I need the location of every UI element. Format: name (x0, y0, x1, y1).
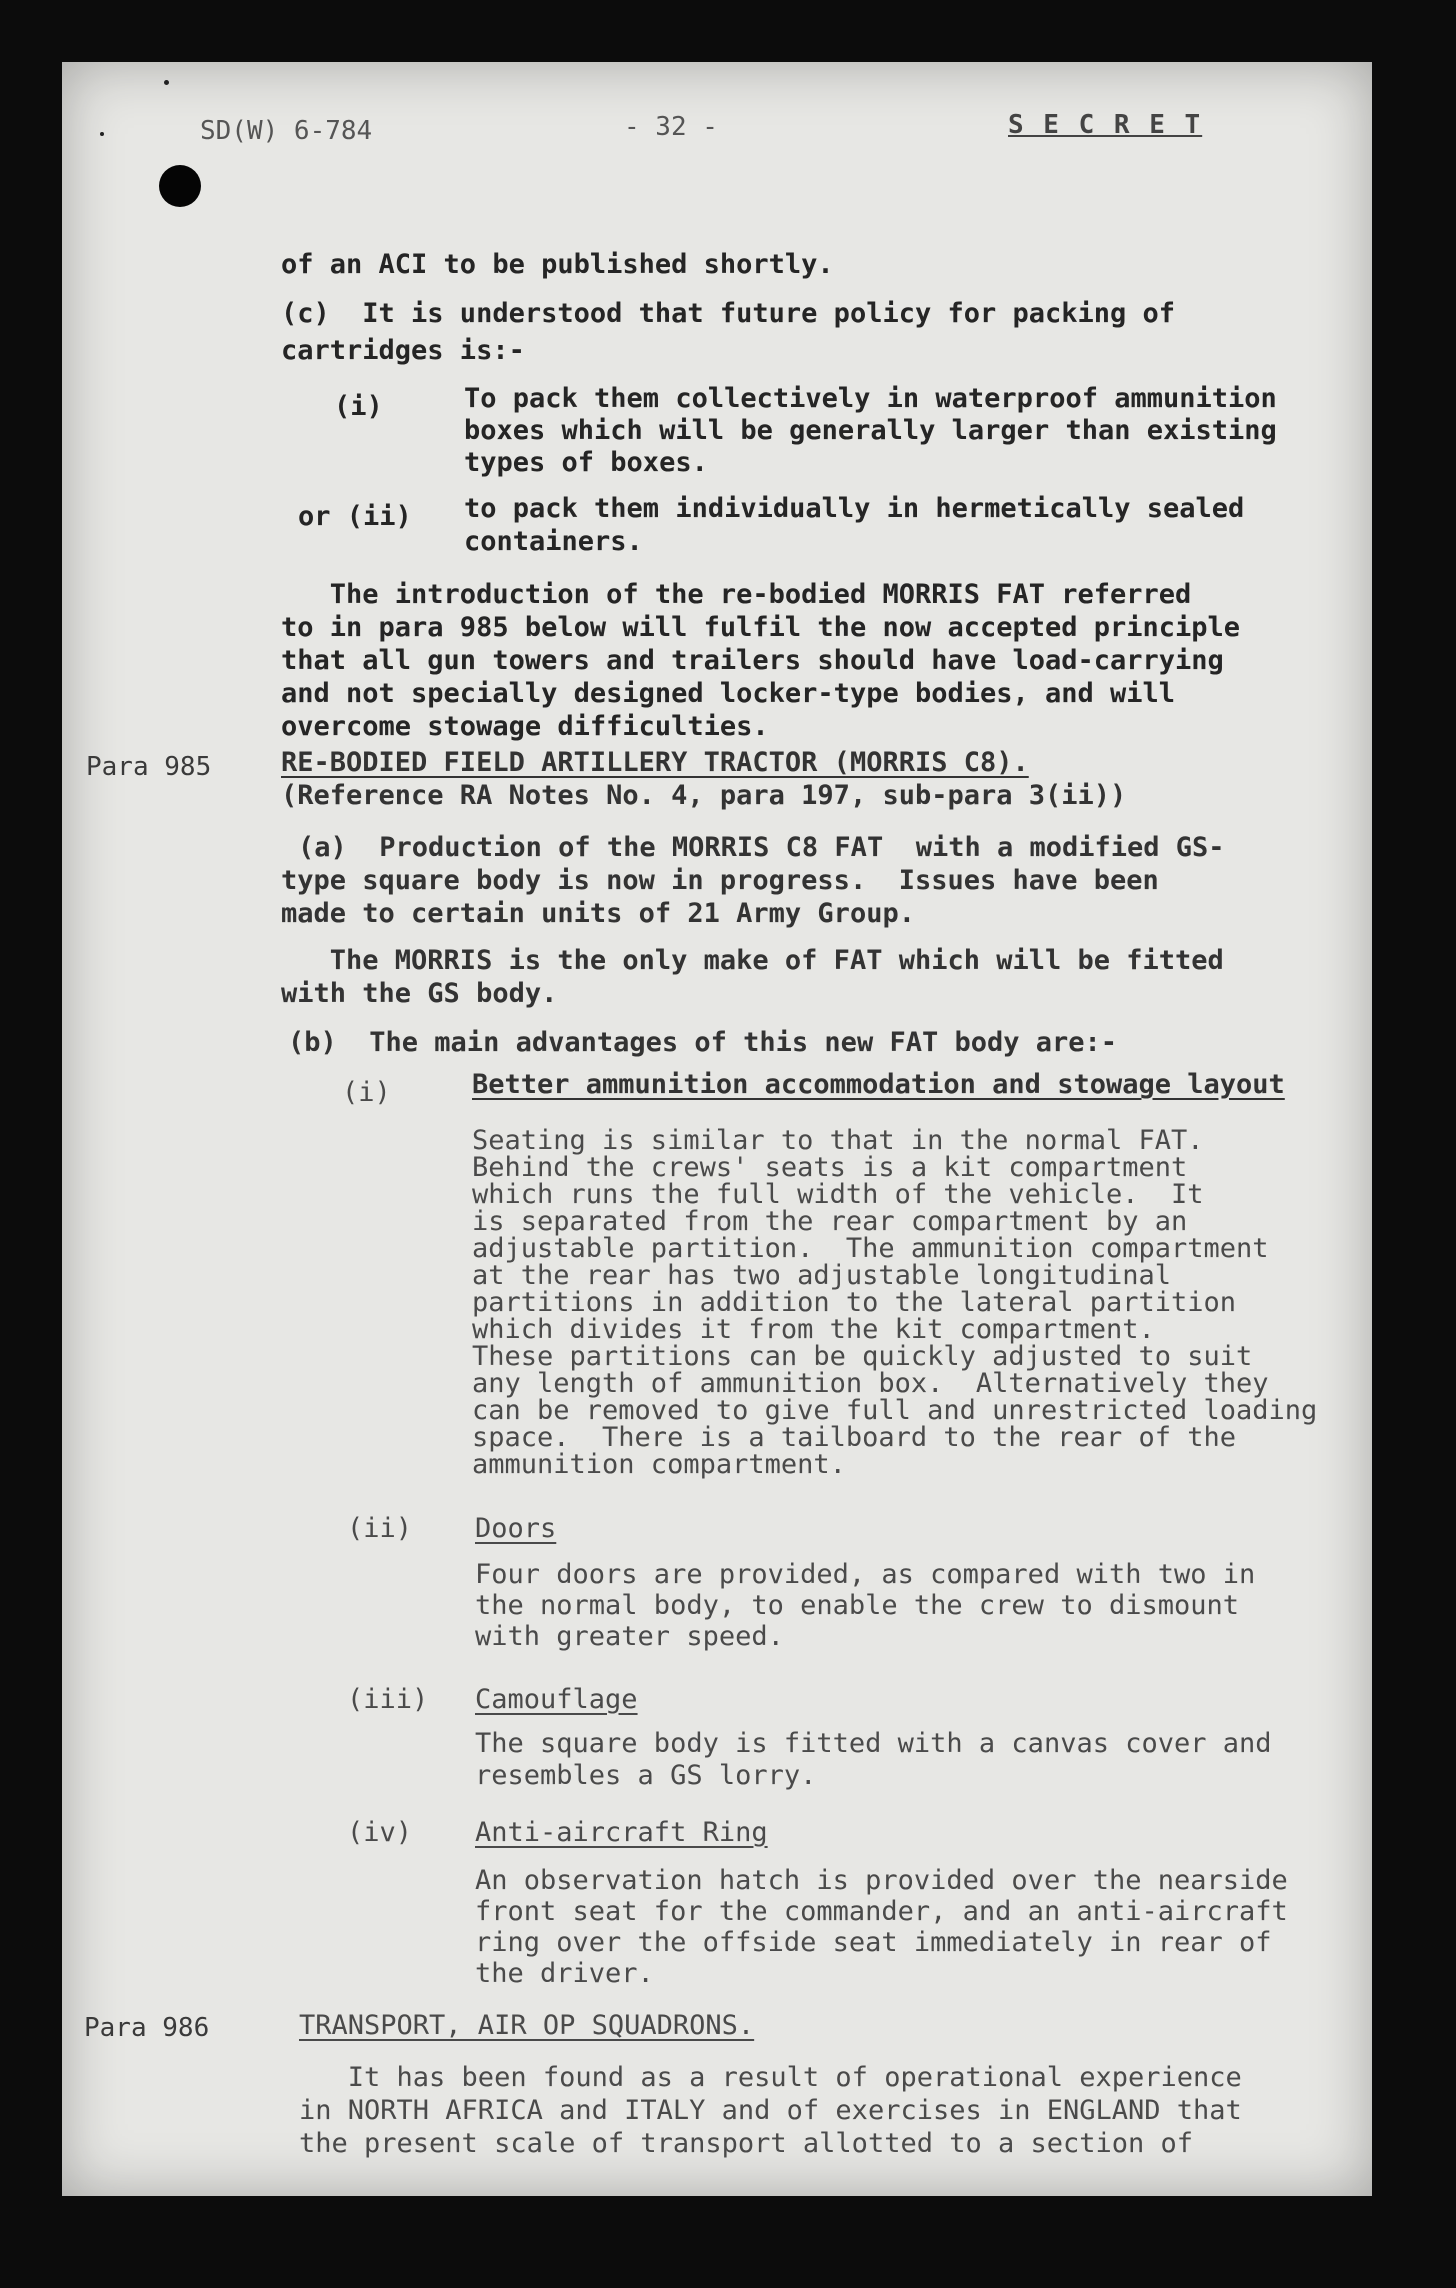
intro-para-line: overcome stowage difficulties. (281, 711, 769, 742)
c-ii-line: containers. (464, 526, 643, 557)
item-i-line: can be removed to give full and unrestricted loading (472, 1395, 1318, 1426)
speck (100, 132, 104, 136)
item-iv-label: (iv) (347, 1817, 413, 1848)
item-iv-line: An observation hatch is provided over the nearside (475, 1865, 1288, 1896)
c-i-line: To pack them collectively in waterproof ammunition (464, 383, 1277, 414)
speck (164, 80, 169, 85)
intro-para-line: and not specially designed locker-type bodies, and will (281, 678, 1176, 709)
item-ii-label: (ii) (347, 1513, 413, 1544)
a-line: type square body is now in progress. Issues have been (281, 865, 1159, 896)
para-985-label: Para 985 (86, 752, 212, 782)
item-iv-heading: Anti-aircraft Ring (475, 1817, 768, 1848)
item-i-line: is separated from the rear compartment by an (472, 1206, 1188, 1237)
b-line: (b) The main advantages of this new FAT body are:- (288, 1027, 1118, 1058)
intro-para-line: to in para 985 below will fulfil the now accepted principle (281, 612, 1241, 643)
item-ii-line: Four doors are provided, as compared with two in (475, 1559, 1256, 1590)
c-i-line: types of boxes. (464, 447, 708, 478)
item-iii-heading: Camouflage (475, 1684, 638, 1715)
punch-hole (159, 165, 201, 207)
para-986-title: TRANSPORT, AIR OP SQUADRONS. (299, 2010, 755, 2041)
document-page (62, 62, 1372, 2196)
para-986-line: the present scale of transport allotted to a section of (299, 2128, 1194, 2159)
intro-para-line: that all gun towers and trailers should have load-carrying (281, 645, 1224, 676)
item-i-line: Seating is similar to that in the normal FAT. (472, 1125, 1204, 1156)
item-i-line: Behind the crews' seats is a kit compartment (472, 1152, 1188, 1183)
para-985-title: RE-BODIED FIELD ARTILLERY TRACTOR (MORRIS C8). (281, 747, 1029, 778)
c-ii-line: to pack them individually in hermetically sealed (464, 493, 1245, 524)
item-i-line: any length of ammunition box. Alternatively they (472, 1368, 1269, 1399)
para-986-line: It has been found as a result of operational experience (299, 2062, 1242, 2093)
item-ii-line: the normal body, to enable the crew to dismount (475, 1590, 1240, 1621)
item-ii-line: with greater speed. (475, 1621, 784, 1652)
item-i-line: at the rear has two adjustable longitudinal (472, 1260, 1171, 1291)
item-iv-line: front seat for the commander, and an anti-aircraft (475, 1896, 1288, 1927)
item-iv-line: ring over the offside seat immediately in rear of (475, 1927, 1272, 1958)
item-iv-line: the driver. (475, 1958, 654, 1989)
item-iii-line: resembles a GS lorry. (475, 1760, 817, 1791)
item-i-line: which divides it from the kit compartment. (472, 1314, 1155, 1345)
item-i-line: space. There is a tailboard to the rear of the (472, 1422, 1237, 1453)
document-reference: SD(W) 6-784 (200, 116, 373, 146)
item-i-label: (i) (342, 1077, 391, 1108)
c-line: cartridges is:- (281, 335, 525, 366)
c-line: (c) It is understood that future policy for packing of (281, 298, 1176, 329)
item-i-line: partitions in addition to the lateral partition (472, 1287, 1237, 1318)
item-i-line: adjustable partition. The ammunition compartment (472, 1233, 1269, 1264)
para-986-label: Para 986 (84, 2013, 210, 2043)
para-985-reference: (Reference RA Notes No. 4, para 197, sub-para 3(ii)) (281, 780, 1127, 811)
item-i-line: These partitions can be quickly adjusted to suit (472, 1341, 1253, 1372)
intro-para-line: The introduction of the re-bodied MORRIS FAT referred (281, 579, 1192, 610)
intro-line: of an ACI to be published shortly. (281, 249, 834, 280)
classification-marking: S E C R E T (1008, 110, 1203, 140)
a-line: (a) Production of the MORRIS C8 FAT with a modified GS- (298, 832, 1225, 863)
item-iii-line: The square body is fitted with a canvas cover and (475, 1728, 1272, 1759)
c-i-line: boxes which will be generally larger than existing (464, 415, 1277, 446)
item-ii-heading: Doors (475, 1513, 557, 1544)
c-ii-label: or (ii) (298, 501, 412, 532)
item-i-line: which runs the full width of the vehicle. It (472, 1179, 1204, 1210)
c-i-label: (i) (334, 391, 383, 422)
page-number: - 32 - (624, 112, 718, 142)
morris-line: The MORRIS is the only make of FAT which will be fitted (281, 945, 1224, 976)
morris-line: with the GS body. (281, 978, 558, 1009)
item-i-heading: Better ammunition accommodation and stowage layout (472, 1069, 1285, 1100)
para-986-line: in NORTH AFRICA and ITALY and of exercises in ENGLAND that (299, 2095, 1242, 2126)
item-iii-label: (iii) (347, 1684, 429, 1715)
a-line: made to certain units of 21 Army Group. (281, 898, 915, 929)
item-i-line: ammunition compartment. (472, 1449, 846, 1480)
